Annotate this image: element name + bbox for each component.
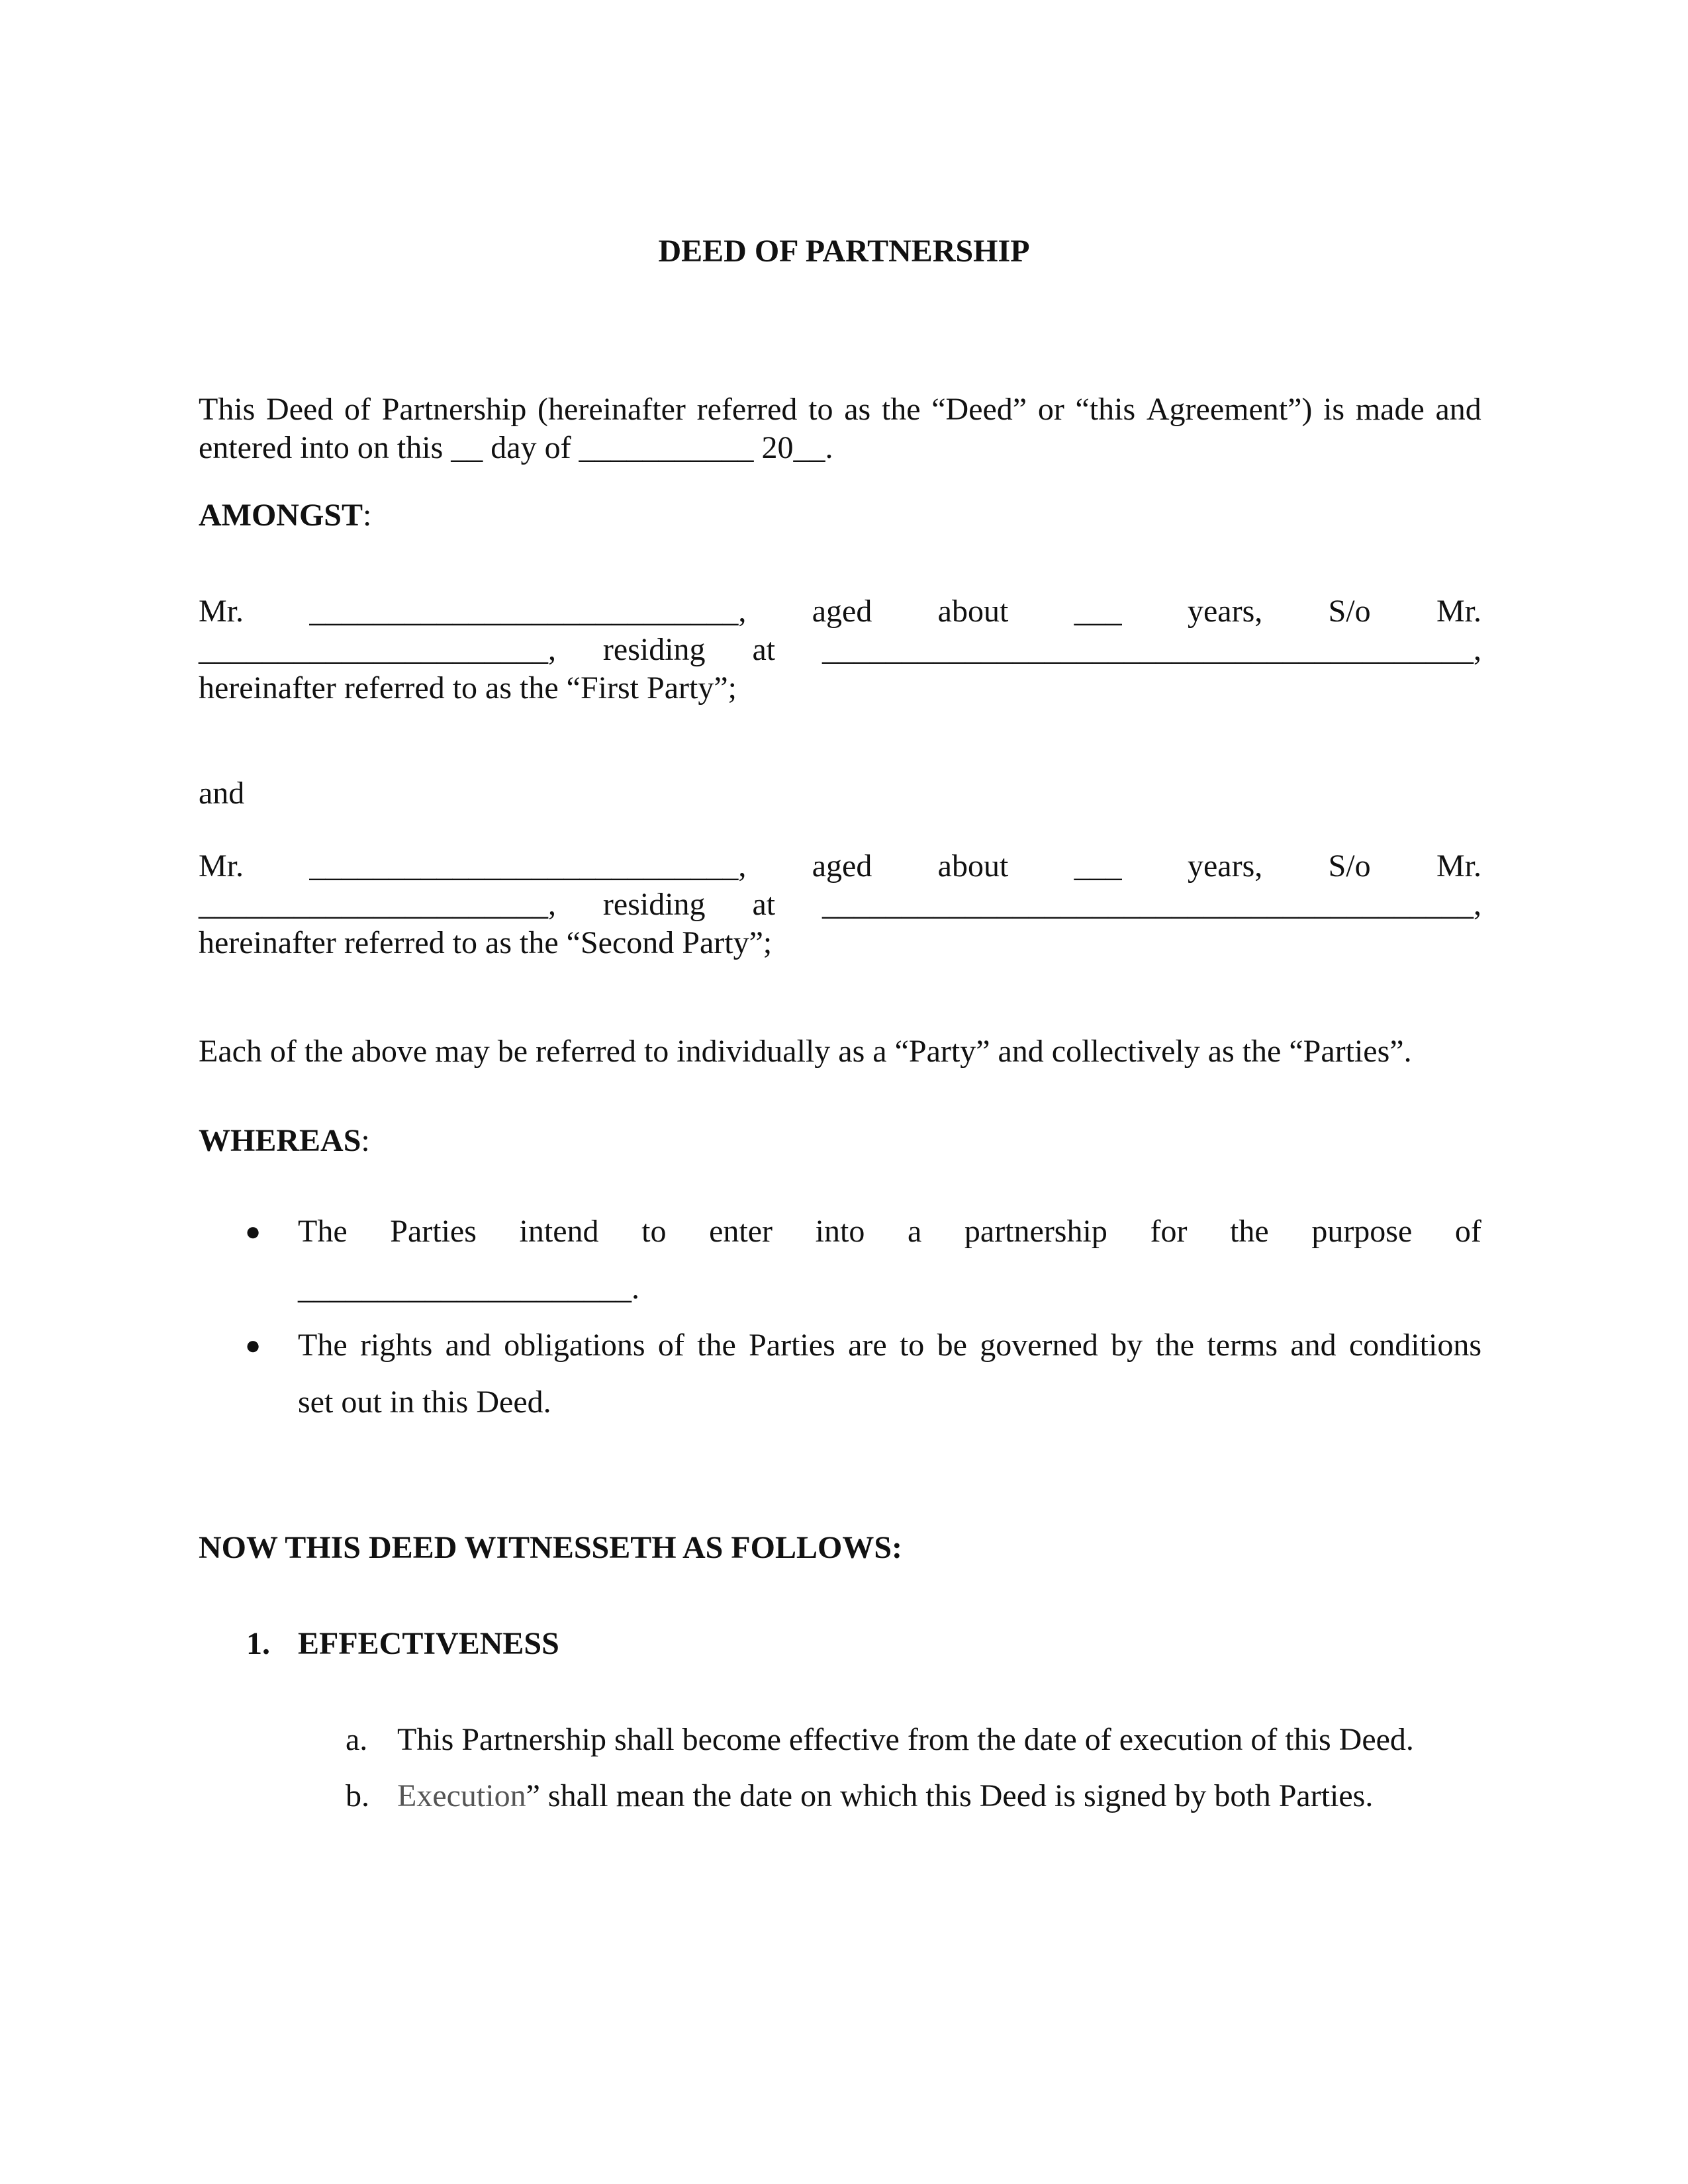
word: about bbox=[937, 594, 1009, 629]
bullet-2-line-1 bbox=[298, 1317, 1481, 1374]
and-text: and bbox=[199, 776, 245, 811]
word: by bbox=[1111, 1328, 1143, 1363]
word: (hereinafter bbox=[538, 392, 686, 427]
list-item bbox=[245, 1203, 1481, 1317]
word: Parties bbox=[749, 1328, 835, 1363]
bullet-icon: ● bbox=[245, 1216, 261, 1246]
word: and bbox=[1290, 1328, 1336, 1363]
item-letter: b. bbox=[346, 1778, 369, 1813]
word: enter bbox=[709, 1214, 773, 1249]
word: _________________________________________, bbox=[822, 887, 1481, 922]
intro-line-1 bbox=[199, 390, 1481, 429]
word: the bbox=[1155, 1328, 1195, 1363]
word: a bbox=[907, 1214, 922, 1249]
first-party-line-3: hereinafter referred to as the “First Party”; bbox=[199, 670, 737, 705]
section-1-heading bbox=[246, 1625, 559, 1663]
word: into bbox=[815, 1214, 865, 1249]
word: to bbox=[808, 392, 833, 427]
bullet-1-line-1 bbox=[298, 1203, 1481, 1260]
word: “Deed” bbox=[931, 392, 1027, 427]
first-party-line-2 bbox=[199, 631, 1481, 669]
item-term: Execution bbox=[397, 1778, 526, 1813]
item-letter: a. bbox=[346, 1722, 368, 1757]
word: obligations bbox=[504, 1328, 645, 1363]
whereas-label: WHEREAS bbox=[199, 1123, 361, 1158]
section-1-number: 1. bbox=[246, 1626, 270, 1661]
section-1-item-b bbox=[346, 1777, 1373, 1815]
each-party-text: Each of the above may be referred to individually as a “Party” and collectively as the “Parties”. bbox=[199, 1034, 1412, 1069]
section-1-title: EFFECTIVENESS bbox=[298, 1626, 559, 1661]
word: aged bbox=[812, 594, 872, 629]
word: made bbox=[1355, 392, 1425, 427]
word: ______________________, bbox=[199, 887, 556, 922]
word: Mr. bbox=[1436, 594, 1481, 629]
word: to bbox=[641, 1214, 667, 1249]
word: are bbox=[848, 1328, 887, 1363]
word: Mr. bbox=[199, 848, 244, 884]
word: and bbox=[1435, 392, 1481, 427]
bullet-icon: ● bbox=[245, 1330, 261, 1360]
word: “this bbox=[1075, 392, 1136, 427]
word: Mr. bbox=[1436, 848, 1481, 884]
word: Agreement”) bbox=[1146, 392, 1313, 427]
word: residing bbox=[602, 887, 706, 922]
word: at bbox=[752, 632, 776, 667]
first-party-paragraph bbox=[199, 592, 1481, 707]
word: ___ bbox=[1074, 594, 1122, 629]
word: or bbox=[1037, 392, 1064, 427]
word: aged bbox=[812, 848, 872, 884]
whereas-bullet-list bbox=[245, 1203, 1481, 1431]
word: at bbox=[752, 887, 776, 922]
item-text: This Partnership shall become effective from the date of execution of this Deed. bbox=[397, 1722, 1414, 1757]
word: governed bbox=[980, 1328, 1098, 1363]
word: Partnership bbox=[381, 392, 527, 427]
word: of bbox=[344, 392, 371, 427]
section-1-item-a bbox=[346, 1721, 1414, 1759]
word: years, bbox=[1187, 594, 1263, 629]
second-party-paragraph bbox=[199, 847, 1481, 962]
whereas-colon: : bbox=[361, 1123, 370, 1158]
amongst-colon: : bbox=[363, 498, 372, 533]
word: about bbox=[937, 848, 1009, 884]
word: for bbox=[1150, 1214, 1188, 1249]
word: referred bbox=[696, 392, 798, 427]
word: ___ bbox=[1074, 848, 1122, 884]
word: residing bbox=[602, 632, 706, 667]
intro-paragraph bbox=[199, 390, 1481, 467]
word: and bbox=[445, 1328, 491, 1363]
word: The bbox=[298, 1328, 348, 1363]
word: The bbox=[298, 1214, 348, 1249]
word: the bbox=[881, 392, 921, 427]
word: is bbox=[1323, 392, 1345, 427]
word: ______________________, bbox=[199, 632, 556, 667]
word: _________________________________________, bbox=[822, 632, 1481, 667]
second-party-line-2 bbox=[199, 886, 1481, 924]
item-text: ” shall mean the date on which this Deed is signed by both Parties. bbox=[526, 1778, 1374, 1813]
word: This bbox=[199, 392, 256, 427]
list-item bbox=[245, 1317, 1481, 1431]
whereas-heading bbox=[199, 1122, 370, 1160]
word: ___________________________, bbox=[309, 594, 747, 629]
second-party-line-3: hereinafter referred to as the “Second Party”; bbox=[199, 925, 773, 960]
first-party-line-1 bbox=[199, 592, 1481, 631]
word: of bbox=[1454, 1214, 1481, 1249]
and-paragraph bbox=[199, 774, 1481, 813]
second-party-line-1 bbox=[199, 847, 1481, 886]
amongst-label: AMONGST bbox=[199, 498, 363, 533]
intro-line-2: entered into on this __ day of ___________ 20__. bbox=[199, 430, 833, 465]
word: purpose bbox=[1311, 1214, 1413, 1249]
word: years, bbox=[1187, 848, 1263, 884]
bullet-1-line-2: _____________________. bbox=[298, 1271, 639, 1306]
word: S/o bbox=[1328, 594, 1371, 629]
word: as bbox=[844, 392, 871, 427]
word: Mr. bbox=[199, 594, 244, 629]
word: terms bbox=[1207, 1328, 1278, 1363]
word: be bbox=[937, 1328, 967, 1363]
word: the bbox=[1230, 1214, 1269, 1249]
word: S/o bbox=[1328, 848, 1371, 884]
word: partnership bbox=[964, 1214, 1107, 1249]
word: conditions bbox=[1349, 1328, 1481, 1363]
word: rights bbox=[359, 1328, 433, 1363]
word: ___________________________, bbox=[309, 848, 747, 884]
word: Parties bbox=[390, 1214, 477, 1249]
word: intend bbox=[519, 1214, 599, 1249]
word: Deed bbox=[266, 392, 334, 427]
witnesseth-heading: NOW THIS DEED WITNESSETH AS FOLLOWS: bbox=[199, 1530, 903, 1565]
amongst-heading bbox=[199, 496, 371, 535]
bullet-2-line-2: set out in this Deed. bbox=[298, 1385, 551, 1420]
document-title: DEED OF PARTNERSHIP bbox=[658, 234, 1030, 269]
word: the bbox=[697, 1328, 736, 1363]
each-party-paragraph bbox=[199, 1032, 1481, 1071]
word: of bbox=[657, 1328, 684, 1363]
word: to bbox=[899, 1328, 925, 1363]
